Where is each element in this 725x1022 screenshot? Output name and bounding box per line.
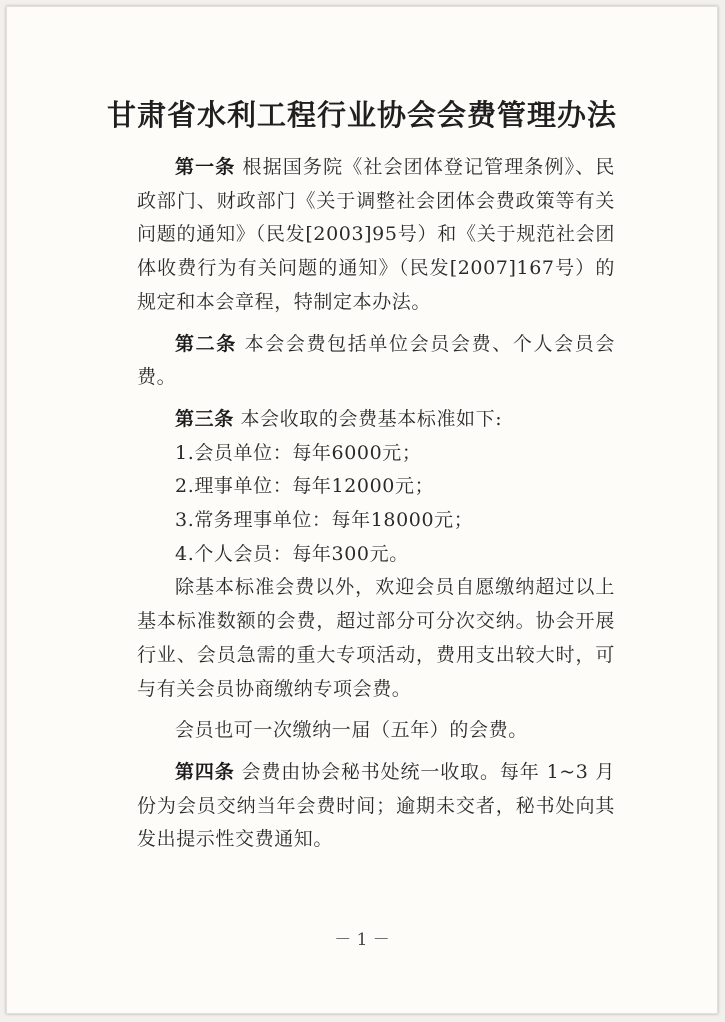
article-4-label: 第四条 — [175, 760, 235, 783]
fee-item: 4.个人会员：每年300元。 — [175, 542, 409, 565]
fee-item: 3.常务理事单位：每年18000元； — [175, 509, 474, 532]
article-3-text: 本会收取的会费基本标准如下: — [233, 407, 503, 430]
article-1-text: 根据国务院《社会团体登记管理条例》、民政部门、财政部门《关于调整社会团体会费政策等有关问题的通知》（民发[2003]95号）和《关于规范社会团体收费行为有关问题的通知》（民发[2007]167号）的规定和本会章程，特制定本办法。 — [137, 156, 615, 313]
document-body — [137, 151, 615, 865]
fee-item: 2.理事单位：每年12000元； — [175, 475, 435, 498]
article-2 — [137, 328, 615, 395]
page-number: － 1 － — [334, 930, 390, 950]
article-2-text: 本会会费包括单位会员会费、个人会员会费。 — [137, 332, 615, 389]
article-3-label: 第三条 — [175, 407, 234, 430]
article-1-label: 第一条 — [175, 156, 236, 178]
document-title: 甘肃省水利工程行业协会会费管理办法 — [106, 98, 617, 132]
article-4-text: 会费由协会秘书处统一收取。每年 1~3 月份为会员交纳当年会费时间；逾期未交者，秘书处向其发出提示性交费通知。 — [137, 760, 615, 851]
article-1 — [137, 151, 615, 320]
article-3-paragraph-extra-fees: 除基本标准会费以外，欢迎会员自愿缴纳超过以上基本标准数额的会费，超过部分可分次交纳。协会开展行业、会员急需的重大专项活动，费用支出较大时，可与有关会员协商缴纳专项会费。 — [137, 576, 615, 700]
article-4 — [137, 756, 615, 857]
document-page — [6, 6, 718, 1014]
article-3 — [137, 403, 615, 437]
article-2-label: 第二条 — [175, 332, 237, 355]
article-3-paragraph-term-fees: 会员也可一次缴纳一届（五年）的会费。 — [175, 719, 528, 742]
fee-item: 1.会员单位：每年6000元； — [175, 441, 422, 464]
